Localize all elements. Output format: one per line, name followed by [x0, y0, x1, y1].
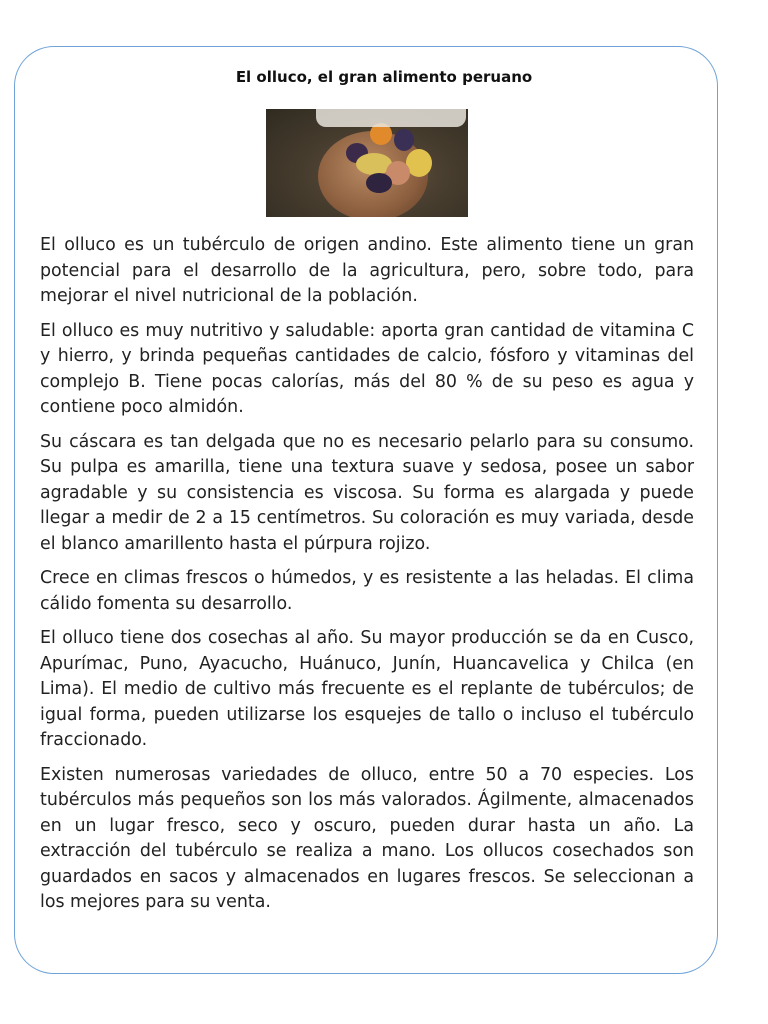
paragraph: El olluco tiene dos cosechas al año. Su mayor producción se da en Cusco, Apurímac, Puno, Ayacucho, Huánuco, Junín, Huancavelica y Chilca (en Lima). El medio de cultivo más frecuente es el replante de tubérculos; de igual forma, pueden utilizarse los esquejes de tallo o incluso el tubérculo fraccionado. — [40, 628, 694, 750]
sleeve-shape — [316, 109, 466, 127]
document-title: El olluco, el gran alimento peruano — [235, 68, 533, 86]
paragraph: El olluco es un tubérculo de origen andino. Este alimento tiene un gran potencial para el desarrollo de la agricultura, pero, sobre todo, para mejorar el nivel nutricional de la población. — [40, 235, 694, 306]
dark-olluco — [394, 129, 414, 151]
paragraph: Crece en climas frescos o húmedos, y es resistente a las heladas. El clima cálido fomenta su desarrollo. — [40, 568, 694, 614]
paragraph: El olluco es muy nutritivo y saludable: aporta gran cantidad de vitamina C y hierro, y brinda pequeñas cantidades de calcio, fósforo y vitaminas del complejo B. Tiene pocas calorías, más del 80 % de su peso es agua y contiene poco almidón. — [40, 320, 694, 417]
document-body — [40, 233, 694, 925]
purple-olluco — [366, 173, 392, 193]
olluco-photo — [266, 109, 468, 217]
paragraph: Su cáscara es tan delgada que no es necesario pelarlo para su consumo. Su pulpa es amarilla, tiene una textura suave y sedosa, posee un sabor agradable y su consistencia es viscosa. Su forma es alargada y puede llegar a medir de 2 a 15 centímetros. Su coloración es muy variada, desde el blanco amarillento hasta el púrpura rojizo. — [40, 431, 694, 554]
paragraph: Existen numerosas variedades de olluco, entre 50 a 70 especies. Los tubérculos más pequeños son los más valorados. Ágilmente, almacenados en un lugar fresco, seco y oscuro, pueden durar hasta un año. La extracción del tubérculo se realiza a mano. Los ollucos cosechados son guardados en sacos y almacenados en lugares frescos. Se seleccionan a los mejores para su venta. — [40, 764, 694, 912]
